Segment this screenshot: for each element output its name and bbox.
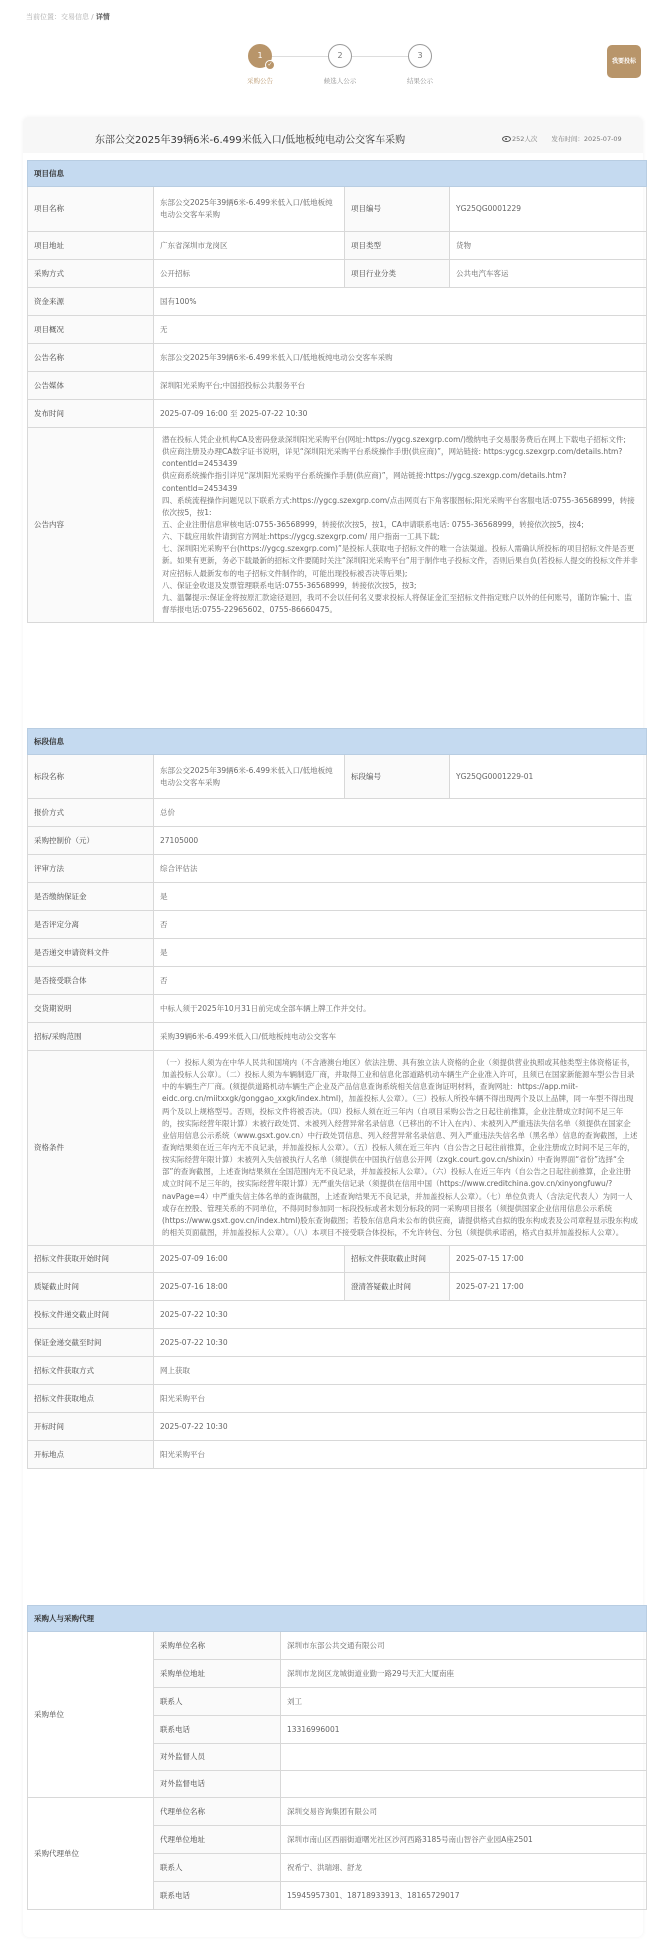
field-label: 联系电话 [154, 1882, 281, 1910]
project-info-table [27, 160, 647, 623]
section-info-table [27, 728, 647, 1469]
field-label: 项目行业分类 [345, 260, 450, 288]
field-value: 是 [154, 883, 647, 911]
clarify-end-time: 2025-07-21 17:00 [450, 1273, 647, 1301]
field-value: 阳光采购平台 [154, 1385, 647, 1413]
section-title: 采购人与采购代理 [28, 1606, 647, 1632]
field-label: 澄清答疑截止时间 [345, 1273, 450, 1301]
field-label: 公告名称 [28, 344, 154, 372]
field-label: 是否缴纳保证金 [28, 883, 154, 911]
content-line: 潜在投标人凭企业机构CA及密码登录深圳阳光采购平台(网址:https://ygcg.szexgrp.com/)缴纳电子交易服务费后在网上下载电子招标文件; [162, 435, 626, 444]
field-label: 采购单位名称 [154, 1632, 281, 1660]
industry-category: 公共电汽车客运 [450, 260, 647, 288]
field-label: 招标文件获取截止时间 [345, 1246, 450, 1273]
breadcrumb-prefix: 当前位置： [26, 13, 61, 21]
buyer-contact: 刘工 [281, 1688, 647, 1716]
field-label: 发布时间 [28, 400, 154, 428]
step-procurement-notice[interactable] [230, 44, 290, 85]
view-count: 252人次 [512, 135, 538, 143]
field-label: 标段名称 [28, 755, 154, 799]
step-label: 候选人公示 [323, 77, 357, 85]
field-label: 招标/采购范围 [28, 1023, 154, 1051]
field-label: 评审方法 [28, 855, 154, 883]
content-line: 五、企业注册信息审核电话:0755-36568999，转接依次按5，按1，CA申请联系电话: 0755-36568999，转接依次按5，按4; [162, 519, 584, 529]
content-line: 七、深圳阳光采购平台(https://ygcg.szexgrp.com)”是投标人获取电子招标文件的唯一合法渠道。投标人需确认所投标的项目招标文件是否更新。如果有更新，务必下载最新的招标文件要随时关注“深圳阳光采购平台”用于制作电子投标文件，否则后果自负(若投标人提交的投标文件并非对应招标人最新发布的电子招标文件制作的，可能出现投标被否决等后果); [162, 544, 638, 578]
project-overview: 无 [154, 316, 647, 344]
progress-steps [230, 44, 450, 94]
agent-name: 深圳交易咨询集团有限公司 [281, 1798, 647, 1826]
buyer-phone: 13316996001 [281, 1716, 647, 1744]
publish-time: 2025-07-09 16:00 至 2025-07-22 10:30 [154, 400, 647, 428]
section-title: 标段信息 [28, 729, 647, 755]
step-result-notice[interactable] [390, 44, 450, 85]
field-value: 2025-07-22 10:30 [154, 1301, 647, 1329]
field-label: 质疑截止时间 [28, 1273, 154, 1301]
buyer-address: 深圳市龙岗区龙城街道业勤一路29号天汇大厦南座 [281, 1660, 647, 1688]
breadcrumb-parent-link[interactable]: 交易信息 [61, 13, 89, 21]
field-value: 2025-07-22 10:30 [154, 1413, 647, 1441]
field-label: 联系人 [154, 1688, 281, 1716]
field-label: 对外监督人员 [154, 1744, 281, 1771]
section-name: 东部公交2025年39辆6米-6.499米低入口/低地板纯电动公交客车采购 [154, 755, 345, 799]
section-title: 项目信息 [28, 161, 647, 187]
content-line: 供应商系统操作指引详见“深圳阳光采购平台系统操作手册(供应商)”，网站链接:https://ygcg.szexgp.com/details.htm?contentld=2453439 [162, 471, 567, 493]
buyer-name: 深圳市东部公共交通有限公司 [281, 1632, 647, 1660]
field-value: 是 [154, 939, 647, 967]
publish-label: 发布时间： [551, 135, 584, 143]
field-value: 阳光采购平台 [154, 1441, 647, 1469]
field-label: 对外监督电话 [154, 1771, 281, 1798]
field-label: 标段编号 [345, 755, 450, 799]
field-label: 采购控制价（元） [28, 827, 154, 855]
field-label: 招标文件获取开始时间 [28, 1246, 154, 1273]
field-label: 投标文件递交截止时间 [28, 1301, 154, 1329]
field-label: 项目编号 [345, 187, 450, 232]
field-value: 2025-07-22 10:30 [154, 1329, 647, 1357]
field-label: 联系电话 [154, 1716, 281, 1744]
supervisor-phone [281, 1771, 647, 1798]
field-value: 27105000 [154, 827, 647, 855]
project-type: 货物 [450, 232, 647, 260]
field-value: 采购39辆6米-6.499米低入口/低地板纯电动公交客车 [154, 1023, 647, 1051]
header-meta [502, 134, 622, 143]
field-value: 总价 [154, 799, 647, 827]
query-end-time: 2025-07-16 18:00 [154, 1273, 345, 1301]
field-label: 项目名称 [28, 187, 154, 232]
notice-content [154, 428, 647, 623]
field-label: 交货期说明 [28, 995, 154, 1023]
buyer-group-label: 采购单位 [28, 1632, 154, 1798]
parties-table [27, 1605, 647, 1910]
project-address: 广东省深圳市龙岗区 [154, 232, 345, 260]
agent-contact: 祝希宁、洪瑞翊、舒龙 [281, 1854, 647, 1882]
field-label: 开标时间 [28, 1413, 154, 1441]
field-label: 代理单位名称 [154, 1798, 281, 1826]
agent-phone: 15945957301、18718933913、18165729017 [281, 1882, 647, 1910]
field-value: 否 [154, 911, 647, 939]
bid-button[interactable]: 我要投标 [607, 45, 641, 78]
step-candidate-notice[interactable] [310, 44, 370, 85]
doc-start-time: 2025-07-09 16:00 [154, 1246, 345, 1273]
field-label: 招标文件获取方式 [28, 1357, 154, 1385]
field-label: 项目地址 [28, 232, 154, 260]
field-value: 综合评估法 [154, 855, 647, 883]
step-label: 结果公示 [407, 77, 433, 85]
agent-address: 深圳市南山区西丽街道曙光社区沙河西路3185号南山智谷产业园A座2501 [281, 1826, 647, 1854]
project-code: YG25QG0001229 [450, 187, 647, 232]
field-label: 保证金递交截至时间 [28, 1329, 154, 1357]
field-label: 公告内容 [28, 428, 154, 623]
breadcrumb-separator: / [89, 13, 96, 21]
field-label: 资格条件 [28, 1051, 154, 1246]
section-code: YG25QG0001229-01 [450, 755, 647, 799]
procurement-method: 公开招标 [154, 260, 345, 288]
field-label: 开标地点 [28, 1441, 154, 1469]
content-line: 供应商注册及办理CA数字证书说明，详见“深圳阳光采购平台系统操作手册(供应商)”，网站链接: https:ygcg.szexgrp.com/details.htm?contentld=2453439 [162, 447, 623, 469]
fund-source: 国有100% [154, 288, 647, 316]
publish-date: 2025-07-09 [583, 135, 622, 143]
step-label: 采购公告 [247, 77, 273, 85]
step-circle: 1 ✓ [248, 44, 272, 68]
breadcrumb [26, 12, 110, 22]
agent-group-label: 采购代理单位 [28, 1798, 154, 1910]
eye-icon [502, 136, 511, 142]
field-label: 代理单位地址 [154, 1826, 281, 1854]
field-label: 报价方式 [28, 799, 154, 827]
project-name: 东部公交2025年39辆6米-6.499米低入口/低地板纯电动公交客车采购 [154, 187, 345, 232]
notice-media: 深圳阳光采购平台;中国招投标公共服务平台 [154, 372, 647, 400]
field-value: 否 [154, 967, 647, 995]
field-label: 是否接受联合体 [28, 967, 154, 995]
field-label: 项目类型 [345, 232, 450, 260]
notice-name: 东部公交2025年39辆6米-6.499米低入口/低地板纯电动公交客车采购 [154, 344, 647, 372]
field-value: 中标人须于2025年10月31日前完成全部车辆上牌工作并交付。 [154, 995, 647, 1023]
field-label: 采购单位地址 [154, 1660, 281, 1688]
step-circle: 3 [408, 44, 432, 68]
content-line: 八、保证金收退及发票管理联系电话:0755-36568999，转接依次按5，按3; [162, 580, 417, 590]
content-line: 四、系统流程操作问题见以下联系方式:https://ygcg.szexgrp.com/点击网页右下角客服图标;阳光采购平台客服电话:0755-36568999，转接依次按5，按1: [162, 495, 635, 517]
field-label: 资金来源 [28, 288, 154, 316]
field-label: 项目概况 [28, 316, 154, 344]
page-title: 东部公交2025年39辆6米-6.499米低入口/低地板纯电动公交客车采购 [95, 135, 406, 146]
doc-end-time: 2025-07-15 17:00 [450, 1246, 647, 1273]
qualification-conditions: （一）投标人须为在中华人民共和国境内（不含港澳台地区）依法注册、具有独立法人资格的企业（须提供营业执照或其他类型主体资格证书，加盖投标人公章）。（二）投标人须为车辆制造厂商，并取得工业和信息化部道路机动车辆生产企业准入许可，且须已在国家新能源车型公告目录中的车辆生产厂商。(须提供道路机动车辆生产企业及产品信息查询系统相关信息查询证明材料，查询网址：https://app.miit-eidc.org.cn/miitxxgk/gonggao_xxgk/index.html)，加盖投标人公章）。（三）投标人所投车辆不得出现两个及以上品牌，同一车型不得出现两个及以上规格型号。否则，投标文件将被否决。（四）投标人须在近三年内（自项目采购公告之日起往前推算，企业注册成立时间不足三年的，按实际经营年限计算）未被行政处罚、未被列入经营异常名录信息（已移出的不计入在内）、未被列入严重违法失信名单（须提供在国家企业信用信息公示系统（www.gsxt.gov.cn）中行政处罚信息、列入经营异常名录信息、列入严重违法失信名单（黑名单）信息的查询截图，上述查询结果须在近三年内无不良记录，并加盖投标人公章）。（五）投标人须在近三年内（自公告之日起往前推算，企业注册成立时间不足三年的，按实际经营年限计算）未被列入失信被执行人名单（须提供在中国执行信息公开网（zxgk.court.gov.cn/shixin）中查询界面“省份”选择“全部”的查询截图，上述查询结果须在全国范围内无不良记录，并加盖投标人公章）。（六）投标人在近三年内（自公告之日起往前推算，企业注册成立时间不足三年的，按实际经营年限计算）无严重失信记录（须提供在信用中国（https://www.creditchina.gov.cn/xinyongfuwu/?navPage=4）中严重失信主体名单的查询截图，上述查询结果无不良记录，并加盖投标人公章）。（七）单位负责人（含法定代表人）为同一人或存在控股、管理关系的不同单位，不得同时参加同一标段投标或者未划分标段的同一采购项目报名（须提供国家企业信用信息公示系统(https://www.gsxt.gov.cn/index.html)股东查询截图；若股东信息尚未公布的供应商，请提供格式自拟的股东构成表及公司章程显示股东构成的相关页面截图，并加盖投标人公章）。（八）本项目不接受联合体投标，不允许转包、分包（须提供承诺函，格式自拟并加盖投标人公章）。 [154, 1051, 647, 1246]
field-label: 是否递交申请资料文件 [28, 939, 154, 967]
supervisor [281, 1744, 647, 1771]
content-line: 六、下载应用软件请到官方网址:https://ygcg.szexgrp.com/ 用户指南一工具下载; [162, 532, 440, 542]
field-label: 采购方式 [28, 260, 154, 288]
field-label: 招标文件获取地点 [28, 1385, 154, 1413]
field-label: 是否评定分离 [28, 911, 154, 939]
breadcrumb-current: 详情 [95, 13, 110, 21]
check-icon: ✓ [265, 60, 275, 70]
content-line: 九、温馨提示:保证金将按原汇款途径退回，我司不会以任何名义要求投标人将保证金汇至招标文件指定账户以外的任何账号，谨防诈骗;十、监督举报电话:0755-22965602、0755-86660475。 [162, 592, 633, 614]
field-label: 公告媒体 [28, 372, 154, 400]
step-circle: 2 [328, 44, 352, 68]
field-label: 联系人 [154, 1854, 281, 1882]
field-value: 网上获取 [154, 1357, 647, 1385]
